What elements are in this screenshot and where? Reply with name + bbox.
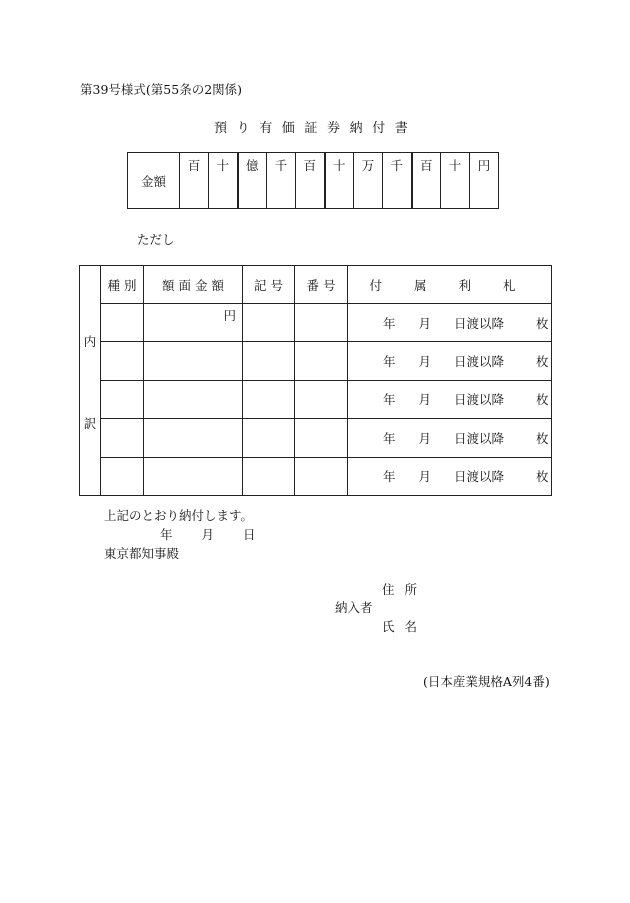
kind-cell[interactable] xyxy=(101,457,144,495)
amount-table xyxy=(127,152,499,209)
digit-hyaku-oku: 百 xyxy=(180,153,209,209)
digit-hyaku: 百 xyxy=(412,153,441,209)
coupon-after: 日渡以降 xyxy=(454,469,505,485)
symbol-cell[interactable] xyxy=(243,419,295,457)
symbol-cell[interactable] xyxy=(243,380,295,418)
coupon-year: 年 xyxy=(383,392,396,408)
face-amount-cell[interactable] xyxy=(144,304,243,342)
amount-label: 金額 xyxy=(128,153,180,209)
coupon-year: 年 xyxy=(383,430,396,446)
coupon-count: 枚 xyxy=(536,392,549,408)
breakdown-side-label xyxy=(80,266,101,496)
face-amount-cell[interactable] xyxy=(144,457,243,495)
symbol-cell[interactable] xyxy=(243,342,295,380)
kind-cell[interactable] xyxy=(101,419,144,457)
face-amount-cell[interactable] xyxy=(144,380,243,418)
symbol-cell[interactable] xyxy=(243,457,295,495)
header-symbol: 記 号 xyxy=(243,266,295,304)
face-amount-cell[interactable] xyxy=(144,419,243,457)
coupon-count: 枚 xyxy=(536,354,549,370)
coupon-month: 月 xyxy=(418,315,432,331)
name-label: 氏 名 xyxy=(382,619,417,634)
addressee: 東京都知事殿 xyxy=(104,546,180,561)
symbol-cell[interactable] xyxy=(243,304,295,342)
coupon-after: 日渡以降 xyxy=(454,354,505,370)
coupon-month: 月 xyxy=(418,469,432,485)
coupon-year: 年 xyxy=(383,469,396,485)
payment-statement: 上記のとおり納付します。 xyxy=(104,508,254,523)
date-year-label: 年 xyxy=(160,527,173,542)
coupon-count: 枚 xyxy=(536,430,549,446)
digit-juu-man: 十 xyxy=(325,153,354,209)
side-label-top: 内 xyxy=(83,334,97,349)
date-line xyxy=(160,525,256,543)
coupon-after: 日渡以降 xyxy=(454,315,505,331)
coupon-month: 月 xyxy=(418,392,432,408)
coupon-year: 年 xyxy=(383,315,396,331)
header-coupons: 付 属 利 札 xyxy=(348,266,552,304)
coupon-after: 日渡以降 xyxy=(454,392,505,408)
paper-standard-note: (日本産業規格A列4番) xyxy=(423,674,550,689)
breakdown-table xyxy=(79,265,552,496)
number-cell[interactable] xyxy=(295,419,348,457)
header-number: 番 号 xyxy=(295,266,348,304)
digit-oku: 億 xyxy=(238,153,267,209)
kind-cell[interactable] xyxy=(101,304,144,342)
number-cell[interactable] xyxy=(295,342,348,380)
coupon-after: 日渡以降 xyxy=(454,430,505,446)
header-kind: 種 別 xyxy=(101,266,144,304)
coupon-cell[interactable] xyxy=(348,304,552,342)
number-cell[interactable] xyxy=(295,304,348,342)
digit-sen: 千 xyxy=(383,153,412,209)
document-title: 預り有価証券納付書 xyxy=(214,121,418,136)
coupon-count: 枚 xyxy=(536,469,549,485)
table-row xyxy=(80,457,552,495)
proviso-label: ただし xyxy=(137,232,175,247)
coupon-cell[interactable] xyxy=(348,380,552,418)
payer-label: 納入者 xyxy=(335,600,373,615)
kind-cell[interactable] xyxy=(101,380,144,418)
coupon-count: 枚 xyxy=(536,315,549,331)
coupon-month: 月 xyxy=(418,354,432,370)
face-amount-cell[interactable] xyxy=(144,342,243,380)
coupon-cell[interactable] xyxy=(348,457,552,495)
number-cell[interactable] xyxy=(295,380,348,418)
header-face-amount: 額 面 金 額 xyxy=(144,266,243,304)
coupon-cell[interactable] xyxy=(348,419,552,457)
date-day-label: 日 xyxy=(243,527,256,542)
table-row xyxy=(80,342,552,380)
side-label-bottom: 訳 xyxy=(83,416,97,431)
digit-hyaku-man: 百 xyxy=(296,153,325,209)
number-cell[interactable] xyxy=(295,457,348,495)
digit-en: 円 xyxy=(470,153,499,209)
table-row xyxy=(80,304,552,342)
form-number-label: 第39号様式(第55条の2関係) xyxy=(80,82,243,97)
yen-unit: 円 xyxy=(223,308,236,323)
digit-sen-man: 千 xyxy=(267,153,296,209)
date-month-label: 月 xyxy=(201,527,215,542)
address-label: 住 所 xyxy=(382,582,417,597)
coupon-cell[interactable] xyxy=(348,342,552,380)
digit-man: 万 xyxy=(354,153,383,209)
table-row xyxy=(80,380,552,418)
coupon-year: 年 xyxy=(383,354,396,370)
coupon-month: 月 xyxy=(418,430,432,446)
kind-cell[interactable] xyxy=(101,342,144,380)
digit-juu-oku: 十 xyxy=(209,153,238,209)
digit-juu: 十 xyxy=(441,153,470,209)
table-row xyxy=(80,419,552,457)
